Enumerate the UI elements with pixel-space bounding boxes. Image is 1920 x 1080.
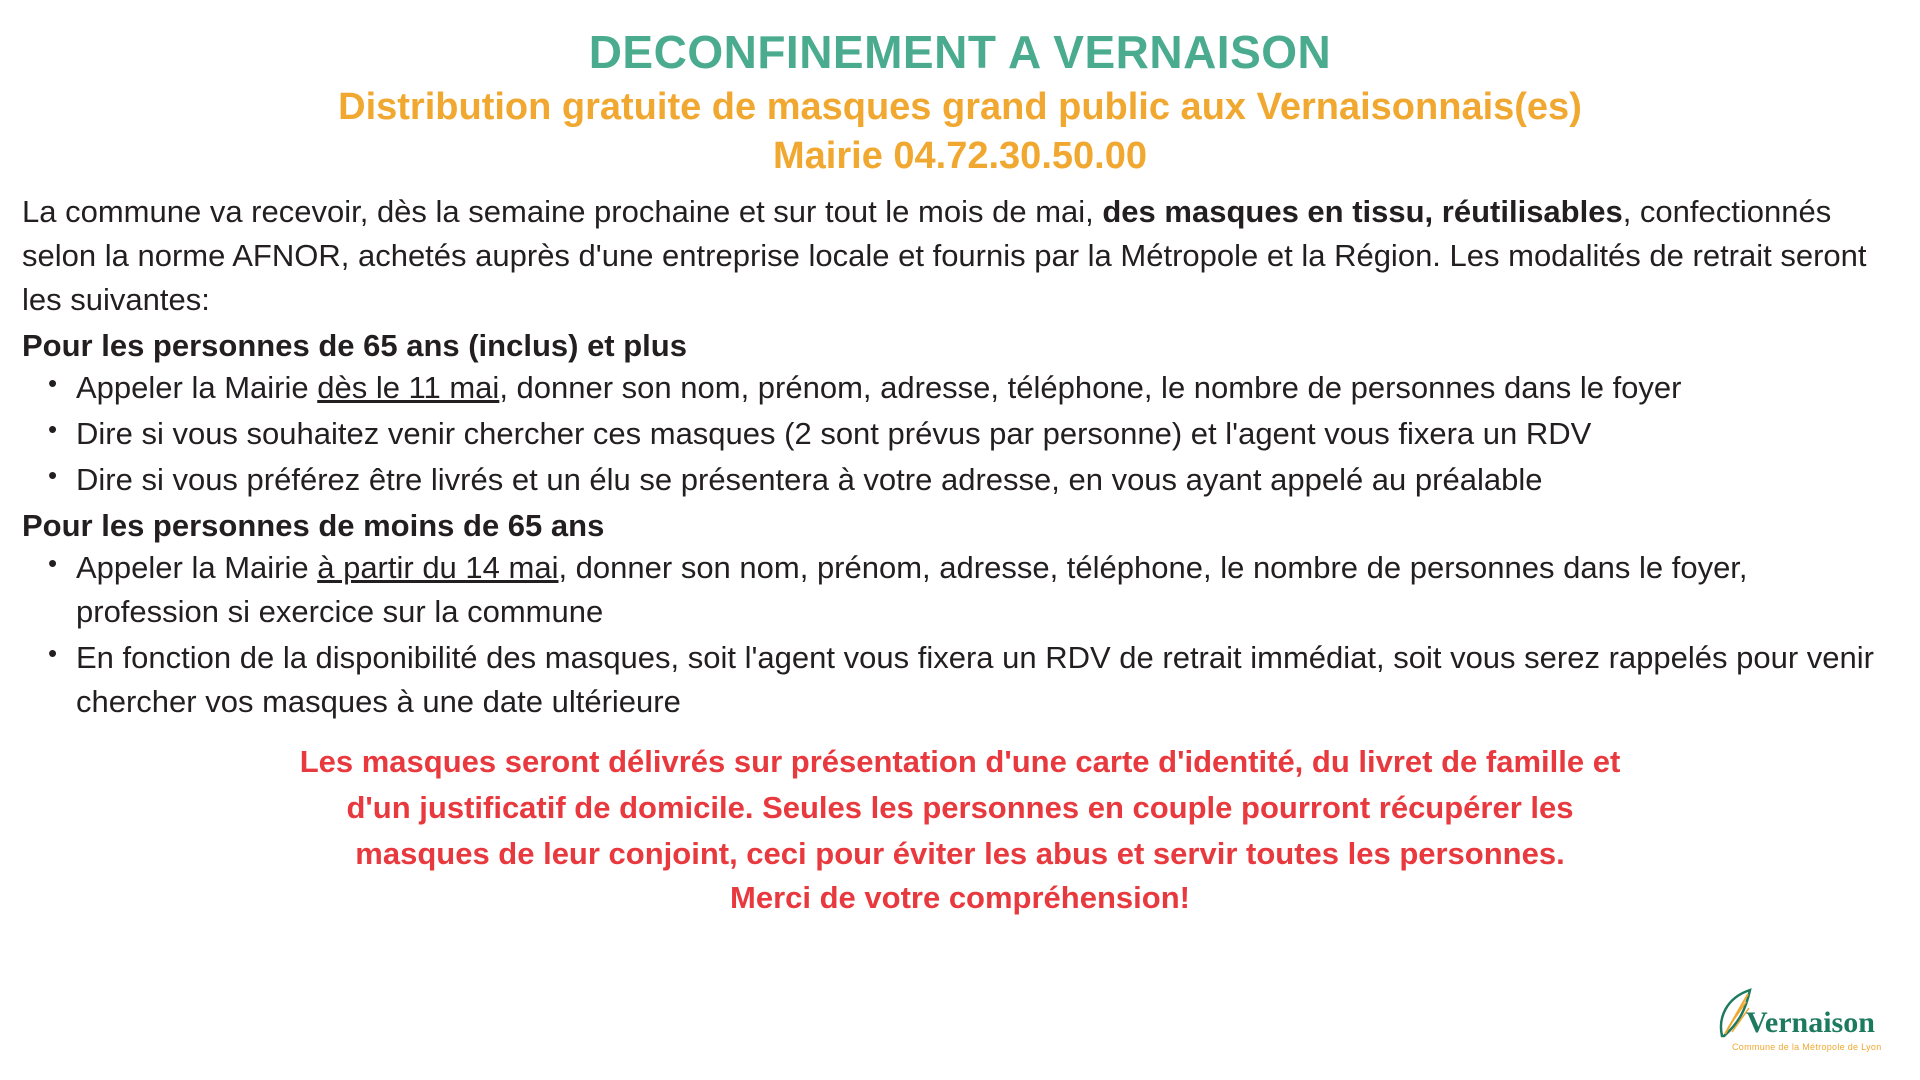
warning-line-2: d'un justificatif de domicile. Seules les personnes en couple pourront récupérer les: [346, 790, 1574, 826]
list-item: [74, 458, 1898, 502]
list-item: [74, 546, 1898, 634]
bullet-pre: Appeler la Mairie: [76, 370, 318, 406]
warning-line-1: Les masques seront délivrés sur présentation d'une carte d'identité, du livret de famille et: [299, 744, 1621, 780]
bullet-pre: Appeler la Mairie: [76, 550, 318, 586]
intro-bold: des masques en tissu, réutilisables: [1102, 194, 1623, 230]
intro-paragraph: [22, 190, 1898, 322]
warning-line-3: masques de leur conjoint, ceci pour éviter les abus et servir toutes les personnes.: [355, 836, 1565, 872]
vernaison-logo: [1716, 980, 1896, 1066]
warning-block: [22, 740, 1898, 876]
section-heading-under-65: Pour les personnes de moins de 65 ans: [22, 508, 605, 544]
bullet-post: , donner son nom, prénom, adresse, téléphone, le nombre de personnes dans le foyer, profession si exercice sur la commune: [76, 550, 1748, 630]
bullet-list-under-65: [22, 546, 1898, 724]
page-title: DECONFINEMENT A VERNAISON: [588, 26, 1332, 78]
intro-part1: La commune va recevoir, dès la semaine prochaine et sur tout le mois de mai,: [22, 194, 1103, 230]
logo-wordmark: Vernaison: [1746, 1006, 1875, 1039]
logo-subtitle: Commune de la Métropole de Lyon: [1732, 1042, 1882, 1052]
list-item: [74, 412, 1898, 456]
bullet-pre: Dire si vous souhaitez venir chercher ces masques (2 sont prévus par personne) et l'agent vous fixera un RDV: [76, 416, 1592, 452]
list-item: [74, 366, 1898, 410]
bullet-list-65-plus: [22, 366, 1898, 502]
bullet-pre: En fonction de la disponibilité des masques, soit l'agent vous fixera un RDV de retrait immédiat, soit vous serez rappelés pour venir chercher vos masques à une date ultérieure: [76, 640, 1874, 720]
page-subtitle: Distribution gratuite de masques grand public aux Vernaisonnais(es): [338, 85, 1582, 128]
thanks-line: Merci de votre compréhension!: [730, 880, 1190, 916]
bullet-underline: à partir du 14 mai: [317, 550, 559, 586]
page-subtitle-phone: Mairie 04.72.30.50.00: [773, 135, 1147, 178]
bullet-post: , donner son nom, prénom, adresse, téléphone, le nombre de personnes dans le foyer: [499, 370, 1682, 406]
bullet-pre: Dire si vous préférez être livrés et un élu se présentera à votre adresse, en vous ayant appelé au préalable: [76, 462, 1543, 498]
section-heading-65-plus: Pour les personnes de 65 ans (inclus) et plus: [22, 328, 687, 364]
bullet-underline: dès le 11 mai: [317, 370, 500, 406]
intro-part2: , confectionnés selon la norme AFNOR, achetés auprès d'une entreprise locale et fournis par la Métropole et la Région. Les modalités de retrait seront les suivantes:: [22, 194, 1867, 318]
list-item: [74, 636, 1898, 724]
